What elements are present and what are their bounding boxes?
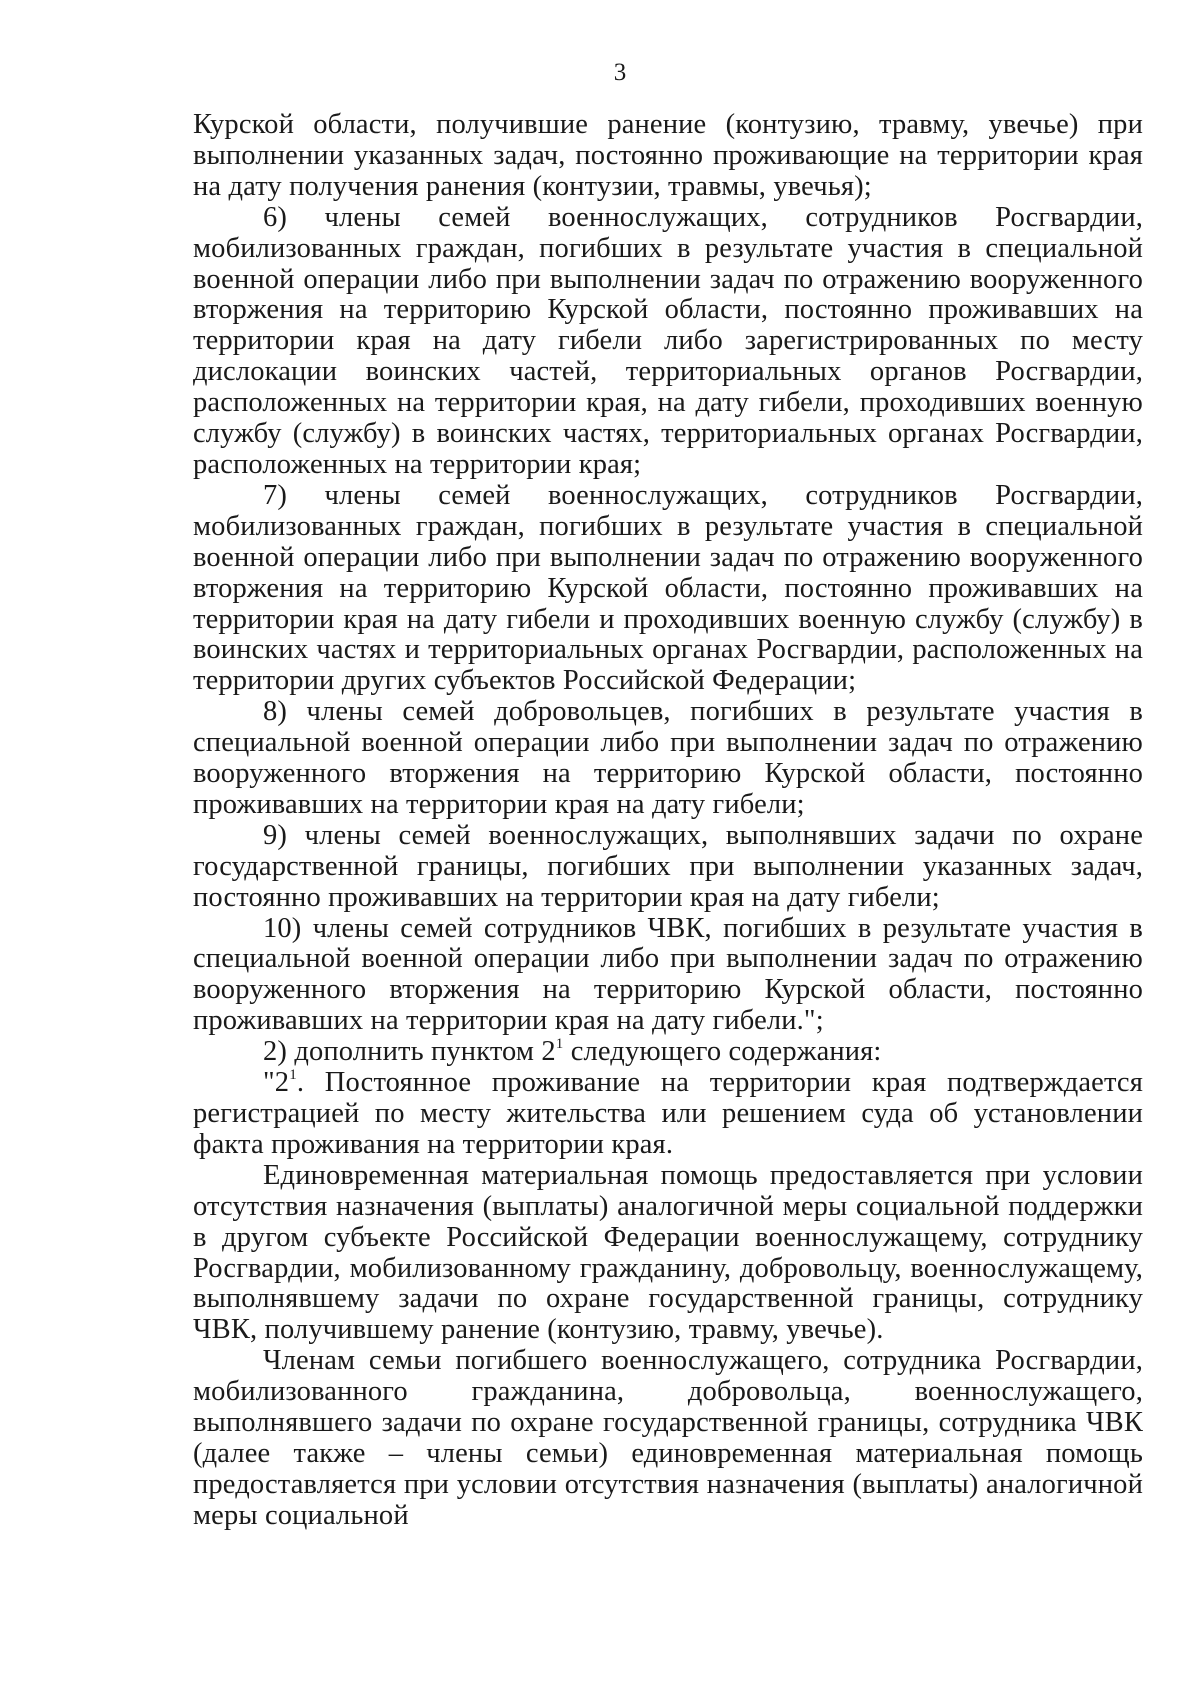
paragraph-family-members: Членам семьи погибшего военнослужащего, сотрудника Росгвардии, мобилизованного гражданина, добровольца, военнослужащего, выполнявшего задачи по охране государственной границы, сотрудника ЧВК (далее также – члены семьи) единовременная материальная помощь предоставляется при условии отсутствия назначения (выплаты) аналогичной меры социальной [193,1345,1143,1531]
paragraph-item-8: 8) члены семей добровольцев, погибших в результате участия в специальной военной операции либо при выполнении задач по отражению вооруженного вторжения на территорию Курской области, постоянно проживавших на территории края на дату гибели; [193,696,1143,820]
amendment-text-start: 2) дополнить пунктом 2 [263,1036,556,1068]
page-number: 3 [613,59,627,86]
amendment-text-end: следующего содержания: [563,1036,882,1068]
clause-text: . Постоянное проживание на территории края подтверждается регистрацией по месту жительства или решением суда об установлении факта проживания на территории края. [193,1067,1143,1160]
clause-number-start: "2 [263,1067,290,1099]
paragraph-continuation: Курской области, получившие ранение (контузию, травму, увечье) при выполнении указанных задач, постоянно проживающие на территории края на дату получения ранения (контузии, травмы, увечья); [193,109,1143,202]
paragraph-clause-2-1 [193,1068,1143,1161]
paragraph-amendment-2 [193,1037,1143,1068]
paragraph-one-time-aid: Единовременная материальная помощь предоставляется при условии отсутствия назначения (выплаты) аналогичной меры социальной поддержки в другом субъекте Российской Федерации военнослужащему, сотруднику Росгвардии, мобилизованному гражданину, добровольцу, военнослужащему, выполнявшему задачи по охране государственной границы, сотруднику ЧВК, получившему ранение (контузию, травму, увечье). [193,1159,1143,1346]
paragraph-item-9: 9) члены семей военнослужащих, выполнявших задачи по охране государственной границы, погибших при выполнении указанных задач, постоянно проживавших на территории края на дату гибели; [193,819,1143,913]
superscript: 1 [289,1067,297,1084]
paragraph-item-6: 6) члены семей военнослужащих, сотрудников Росгвардии, мобилизованных граждан, погибших в результате участия в специальной военной операции либо при выполнении задач по отражению вооруженного вторжения на территорию Курской области, постоянно проживавших на территории края на дату гибели либо зарегистрированных по месту дислокации воинских частей, территориальных органов Росгвардии, расположенных на территории края, на дату гибели, проходивших военную службу (службу) в воинских частях, территориальных органах Росгвардии, расположенных на территории края; [193,201,1143,480]
superscript: 1 [555,1036,564,1053]
paragraph-item-7: 7) члены семей военнослужащих, сотрудников Росгвардии, мобилизованных граждан, погибших в результате участия в специальной военной операции либо при выполнении задач по отражению вооруженного вторжения на территорию Курской области, постоянно проживавших на территории края на дату гибели и проходивших военную службу (службу) в воинских частях и территориальных органах Росгвардии, расположенных на территории других субъектов Российской Федерации; [193,479,1143,697]
document-body [193,110,1143,1532]
paragraph-item-10: 10) члены семей сотрудников ЧВК, погибших в результате участия в специальной военной операции либо при выполнении задач по отражению вооруженного вторжения на территорию Курской области, постоянно проживавших на территории края на дату гибели."; [193,912,1143,1037]
